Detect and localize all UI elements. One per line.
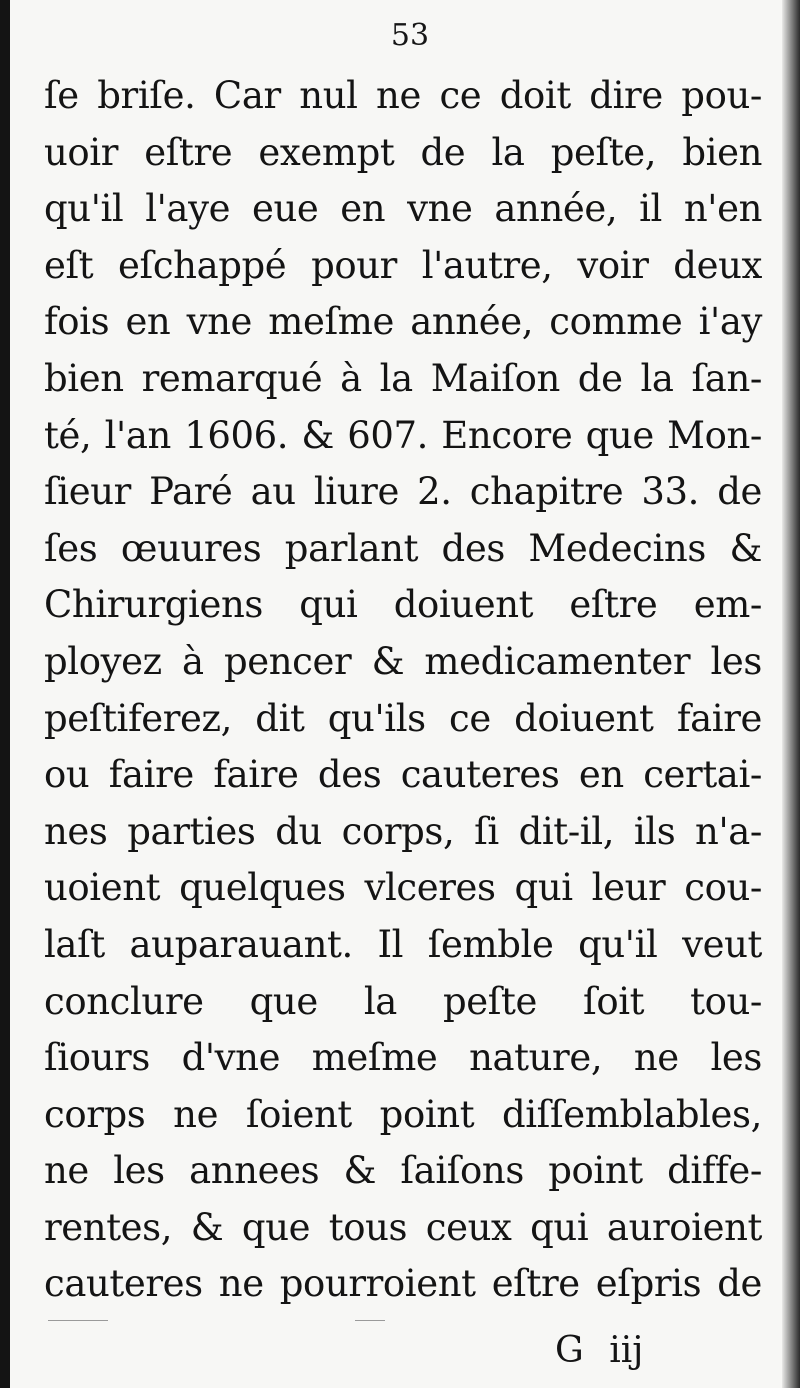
text-line: uoir eſtre exempt de la peſte, bien <box>44 130 762 174</box>
print-mark <box>355 1320 385 1321</box>
text-line: bien remarqué à la Maiſon de la ſan- <box>44 356 762 400</box>
text-line: ſe briſe. Car nul ne ce doit dire pou- <box>44 74 762 117</box>
page-shadow-left <box>0 0 10 1388</box>
page-number: 53 <box>390 18 430 53</box>
text-line: rentes, & que tous ceux qui auroient <box>44 1205 762 1249</box>
text-line: ployez à pencer & medicamenter les <box>44 639 762 683</box>
text-line: cauteres ne pourroient eſtre eſpris de <box>44 1262 762 1306</box>
text-line: té, l'an 1606. & 607. Encore que Mon- <box>44 413 762 457</box>
page-shadow-right <box>782 0 800 1388</box>
text-line: conclure que la peſte ſoit tou- <box>44 979 762 1023</box>
signature-mark: G iij <box>555 1330 644 1371</box>
text-line: Chirurgiens qui doiuent eſtre em- <box>44 583 762 627</box>
text-line: laſt auparauant. Il ſemble qu'il veut <box>44 922 762 966</box>
text-line: ou faire faire des cauteres en certai- <box>44 753 762 797</box>
text-line: corps ne ſoient point diſſemblables, <box>44 1092 762 1136</box>
text-line: eſt eſchappé pour l'autre, voir deux <box>44 243 762 287</box>
text-line: ſiours d'vne meſme nature, ne les <box>44 1036 762 1080</box>
text-line: qu'il l'aye eue en vne année, il n'en <box>44 187 762 231</box>
text-line: peſtiferez, dit qu'ils ce doiuent faire <box>44 696 762 740</box>
text-line: ſes œuures parlant des Medecins & <box>44 526 762 570</box>
text-line: uoient quelques vlceres qui leur cou- <box>44 866 762 910</box>
text-line: ne les annees & ſaiſons point diffe- <box>44 1149 762 1193</box>
text-line: nes parties du corps, ſi dit-il, ils n'a- <box>44 809 762 853</box>
print-mark <box>48 1320 108 1321</box>
text-line: fois en vne meſme année, comme i'ay <box>44 300 762 344</box>
text-line: ſieur Paré au liure 2. chapitre 33. de <box>44 470 762 514</box>
body-text <box>44 68 762 1313</box>
